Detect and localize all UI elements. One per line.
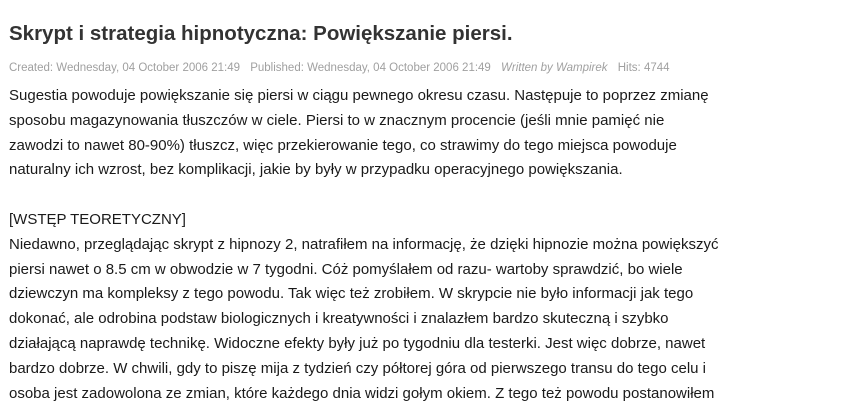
text-line: sposobu magazynowania tłuszczów w ciele. Piersi to w znacznym procencie (jeśli mnie pamięć nie xyxy=(9,111,665,129)
article-meta xyxy=(9,61,851,75)
text-line: naturalny ich wzrost, bez komplikacji, jakie by były w przypadku operacyjnego powiększania. xyxy=(9,161,623,179)
text-line: zawodzi to nawet 80-90%) tłuszcz, więc przekierowanie tego, co strawimy do tego miejsca powoduje xyxy=(9,136,677,154)
text-line: Sugestia powoduje powiększanie się piersi w ciągu pewnego okresu czasu. Następuje to poprzez zmianę xyxy=(9,87,709,104)
published-date: Published: Wednesday, 04 October 2006 21:49 xyxy=(250,62,491,74)
author-byline: Written by Wampirek xyxy=(501,62,608,74)
section-heading: [WSTĘP TEORETYCZNY] xyxy=(9,210,186,228)
paragraph-gap xyxy=(9,183,851,208)
article-body xyxy=(9,84,851,406)
intro-paragraph xyxy=(9,84,851,183)
article-title: Skrypt i strategia hipnotyczna: Powiększanie piersi. xyxy=(9,22,513,45)
text-line: bardzo dobrze. W chwili, gdy to piszę mija z tydzień czy półtorej góra od pierwszego transu do tego celu i xyxy=(9,359,707,377)
text-line: Niedawno, przeglądając skrypt z hipnozy 2, natrafiłem na informację, że dzięki hipnozie można powiększyć xyxy=(9,235,719,253)
created-date: Created: Wednesday, 04 October 2006 21:49 xyxy=(9,62,241,74)
text-line: piersi nawet o 8.5 cm w obwodzie w 7 tygodni. Cóż pomyślałem od razu- wartoby sprawdzić, bo wiele xyxy=(9,260,683,278)
text-line: dokonać, ale odrobina podstaw biologicznych i kreatywności i znalazłem bardzo skuteczną i szybko xyxy=(9,310,669,328)
text-line: osoba jest zadowolona ze zmian, które każdego dnia widzi gołym okiem. Z tego też powodu postanowiłem xyxy=(9,384,715,402)
hits-count: Hits: 4744 xyxy=(617,62,670,74)
theory-paragraph xyxy=(9,233,851,407)
text-line: dziewczyn ma kompleksy z tego powodu. Tak więc też zrobiłem. W skrypcie nie było informacji jak tego xyxy=(9,285,694,303)
text-line: działającą naprawdę technikę. Widoczne efekty były już po tygodniu dla testerki. Jest więc dobrze, nawet xyxy=(9,334,706,352)
article xyxy=(9,0,851,406)
